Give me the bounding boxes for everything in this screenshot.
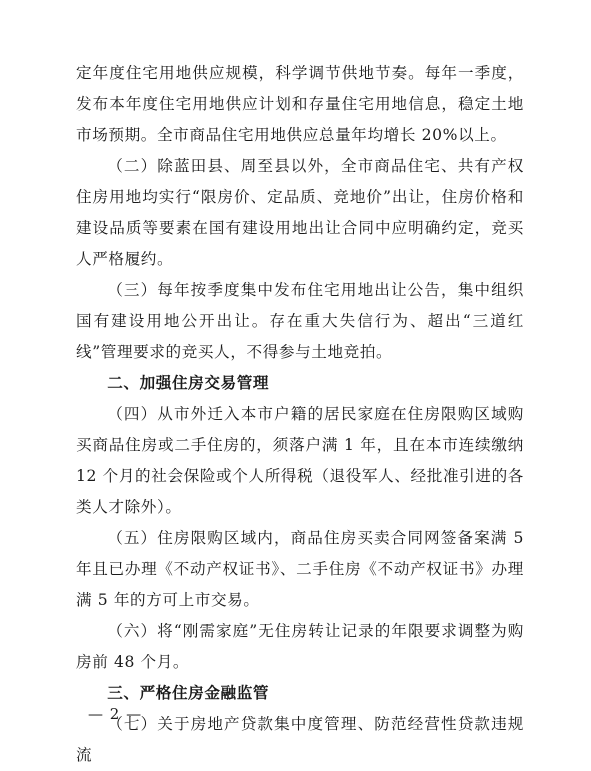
paragraph-3: （三）每年按季度集中发布住宅用地出让公告，集中组织国有建设用地公开出让。存在重大失信行为、超出“三道红线”管理要求的竞买人，不得参与土地竞拍。 xyxy=(76,281,524,361)
paragraph-7: （七）关于房地产贷款集中度管理、防范经营性贷款违规流 xyxy=(76,715,524,764)
paragraph-2: （二）除蓝田县、周至县以外，全市商品住宅、共有产权住房用地均实行“限房价、定品质、竞地价”出让，住房价格和建设品质等要素在国有建设用地出让合同中应明确约定，竞买人严格履约。 xyxy=(76,157,524,268)
section-heading-3: 三、严格住房金融监管 xyxy=(107,684,270,702)
section-heading-2: 二、加强住房交易管理 xyxy=(107,374,270,392)
page-number: — 2 — xyxy=(88,705,143,723)
paragraph-5: （五）住房限购区域内，商品住房买卖合同网签备案满 5 年且已办理《不动产权证书》、二手住房《不动产权证书》办理满 5 年的方可上市交易。 xyxy=(76,529,524,609)
document-body xyxy=(76,58,524,771)
paragraph-6: （六）将“刚需家庭”无住房转让记录的年限要求调整为购房前 48 个月。 xyxy=(76,622,524,671)
paragraph-4: （四）从市外迁入本市户籍的居民家庭在住房限购区域购买商品住房或二手住房的，须落户满 1 年，且在本市连续缴纳 12 个月的社会保险或个人所得税（退役军人、经批准引进的各类人才除外）。 xyxy=(76,405,524,516)
paragraph-continued: 定年度住宅用地供应规模，科学调节供地节奏。每年一季度，发布本年度住宅用地供应计划和存量住宅用地信息，稳定土地市场预期。全市商品住宅用地供应总量年均增长 20%以上。 xyxy=(76,64,524,144)
